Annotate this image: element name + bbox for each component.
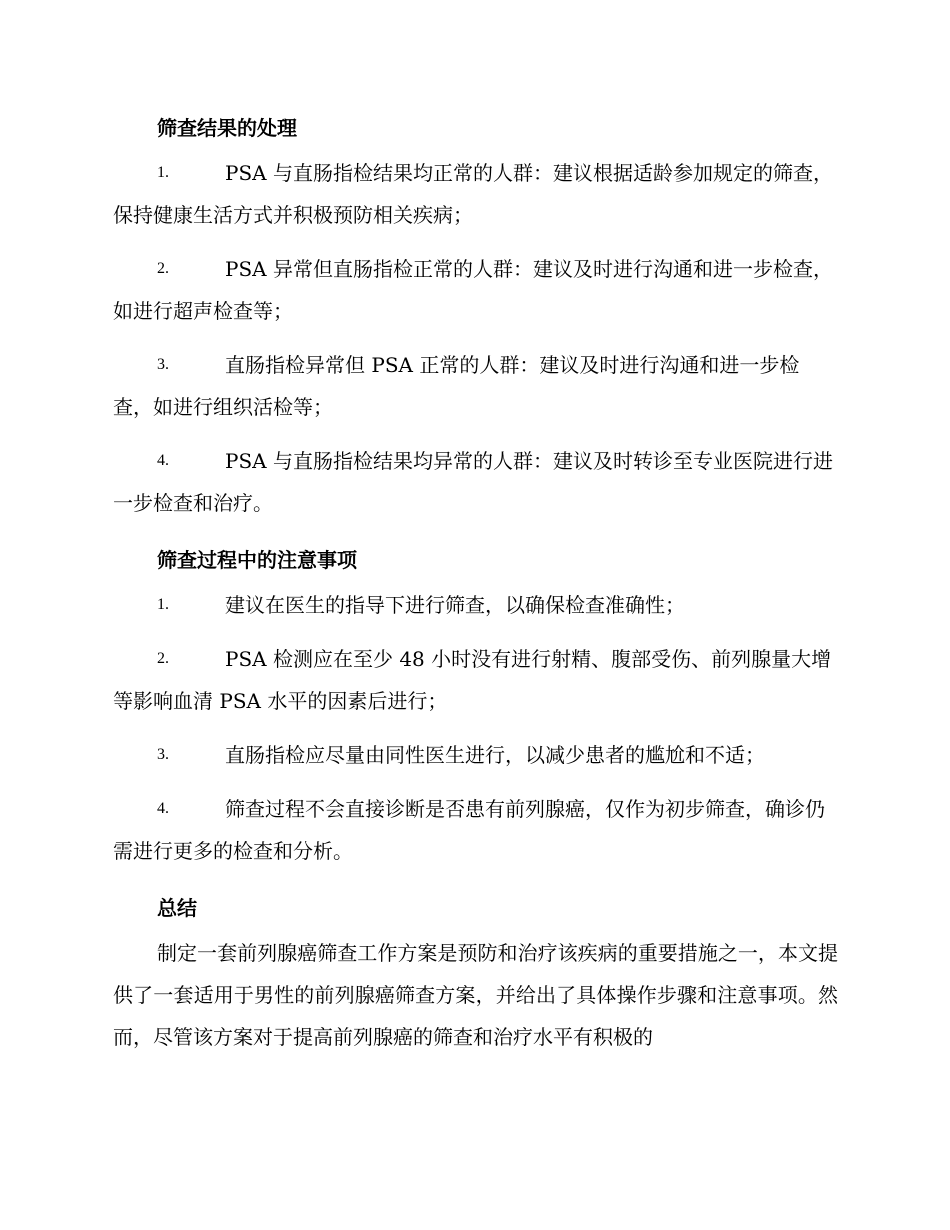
list-item xyxy=(113,584,838,626)
list-text: PSA 检测应在至少 48 小时没有进行射精、腹部受伤、前列腺量大增等影响血清 PSA 水平的因素后进行； xyxy=(113,647,832,713)
section-heading: 筛查结果的处理 xyxy=(157,116,297,140)
list-item xyxy=(113,344,838,428)
list-text: 建议在医生的指导下进行筛查，以确保检查准确性； xyxy=(225,593,685,617)
list-number: 4. xyxy=(157,800,169,817)
list-number: 1. xyxy=(157,164,169,181)
list-item xyxy=(113,248,838,332)
list-item xyxy=(113,638,838,722)
list-number: 4. xyxy=(157,452,169,469)
list-number: 3. xyxy=(157,356,169,373)
section-heading: 总结 xyxy=(157,896,197,920)
list-text: PSA 异常但直肠指检正常的人群：建议及时进行沟通和进一步检查，如进行超声检查等； xyxy=(113,257,833,323)
list-item xyxy=(113,734,838,776)
list-number: 3. xyxy=(157,746,169,763)
section-summary xyxy=(113,884,838,1058)
summary-paragraph: 制定一套前列腺癌筛查工作方案是预防和治疗该疾病的重要措施之一，本文提供了一套适用于男性的前列腺癌筛查方案，并给出了具体操作步骤和注意事项。然而，尽管该方案对于提高前列腺癌的筛查和治疗水平有积极的 xyxy=(113,941,838,1049)
document-body xyxy=(113,104,838,1068)
section-heading: 筛查过程中的注意事项 xyxy=(157,548,357,572)
list-item xyxy=(113,152,838,236)
list-item xyxy=(113,440,838,524)
list-text: 筛查过程不会直接诊断是否患有前列腺癌，仅作为初步筛查，确诊仍需进行更多的检查和分析。 xyxy=(113,797,825,863)
section-result-handling xyxy=(113,104,838,524)
list-text: 直肠指检应尽量由同性医生进行，以减少患者的尴尬和不适； xyxy=(225,743,765,767)
list-text: PSA 与直肠指检结果均正常的人群：建议根据适龄参加规定的筛查，保持健康生活方式并积极预防相关疾病； xyxy=(113,161,833,227)
list-item xyxy=(113,788,838,872)
list-number: 2. xyxy=(157,650,169,667)
list-text: PSA 与直肠指检结果均异常的人群：建议及时转诊至专业医院进行进一步检查和治疗。 xyxy=(113,449,833,515)
list-number: 1. xyxy=(157,596,169,613)
list-text: 直肠指检异常但 PSA 正常的人群：建议及时进行沟通和进一步检查，如进行组织活检等； xyxy=(113,353,800,419)
section-precautions xyxy=(113,536,838,872)
list-number: 2. xyxy=(157,260,169,277)
